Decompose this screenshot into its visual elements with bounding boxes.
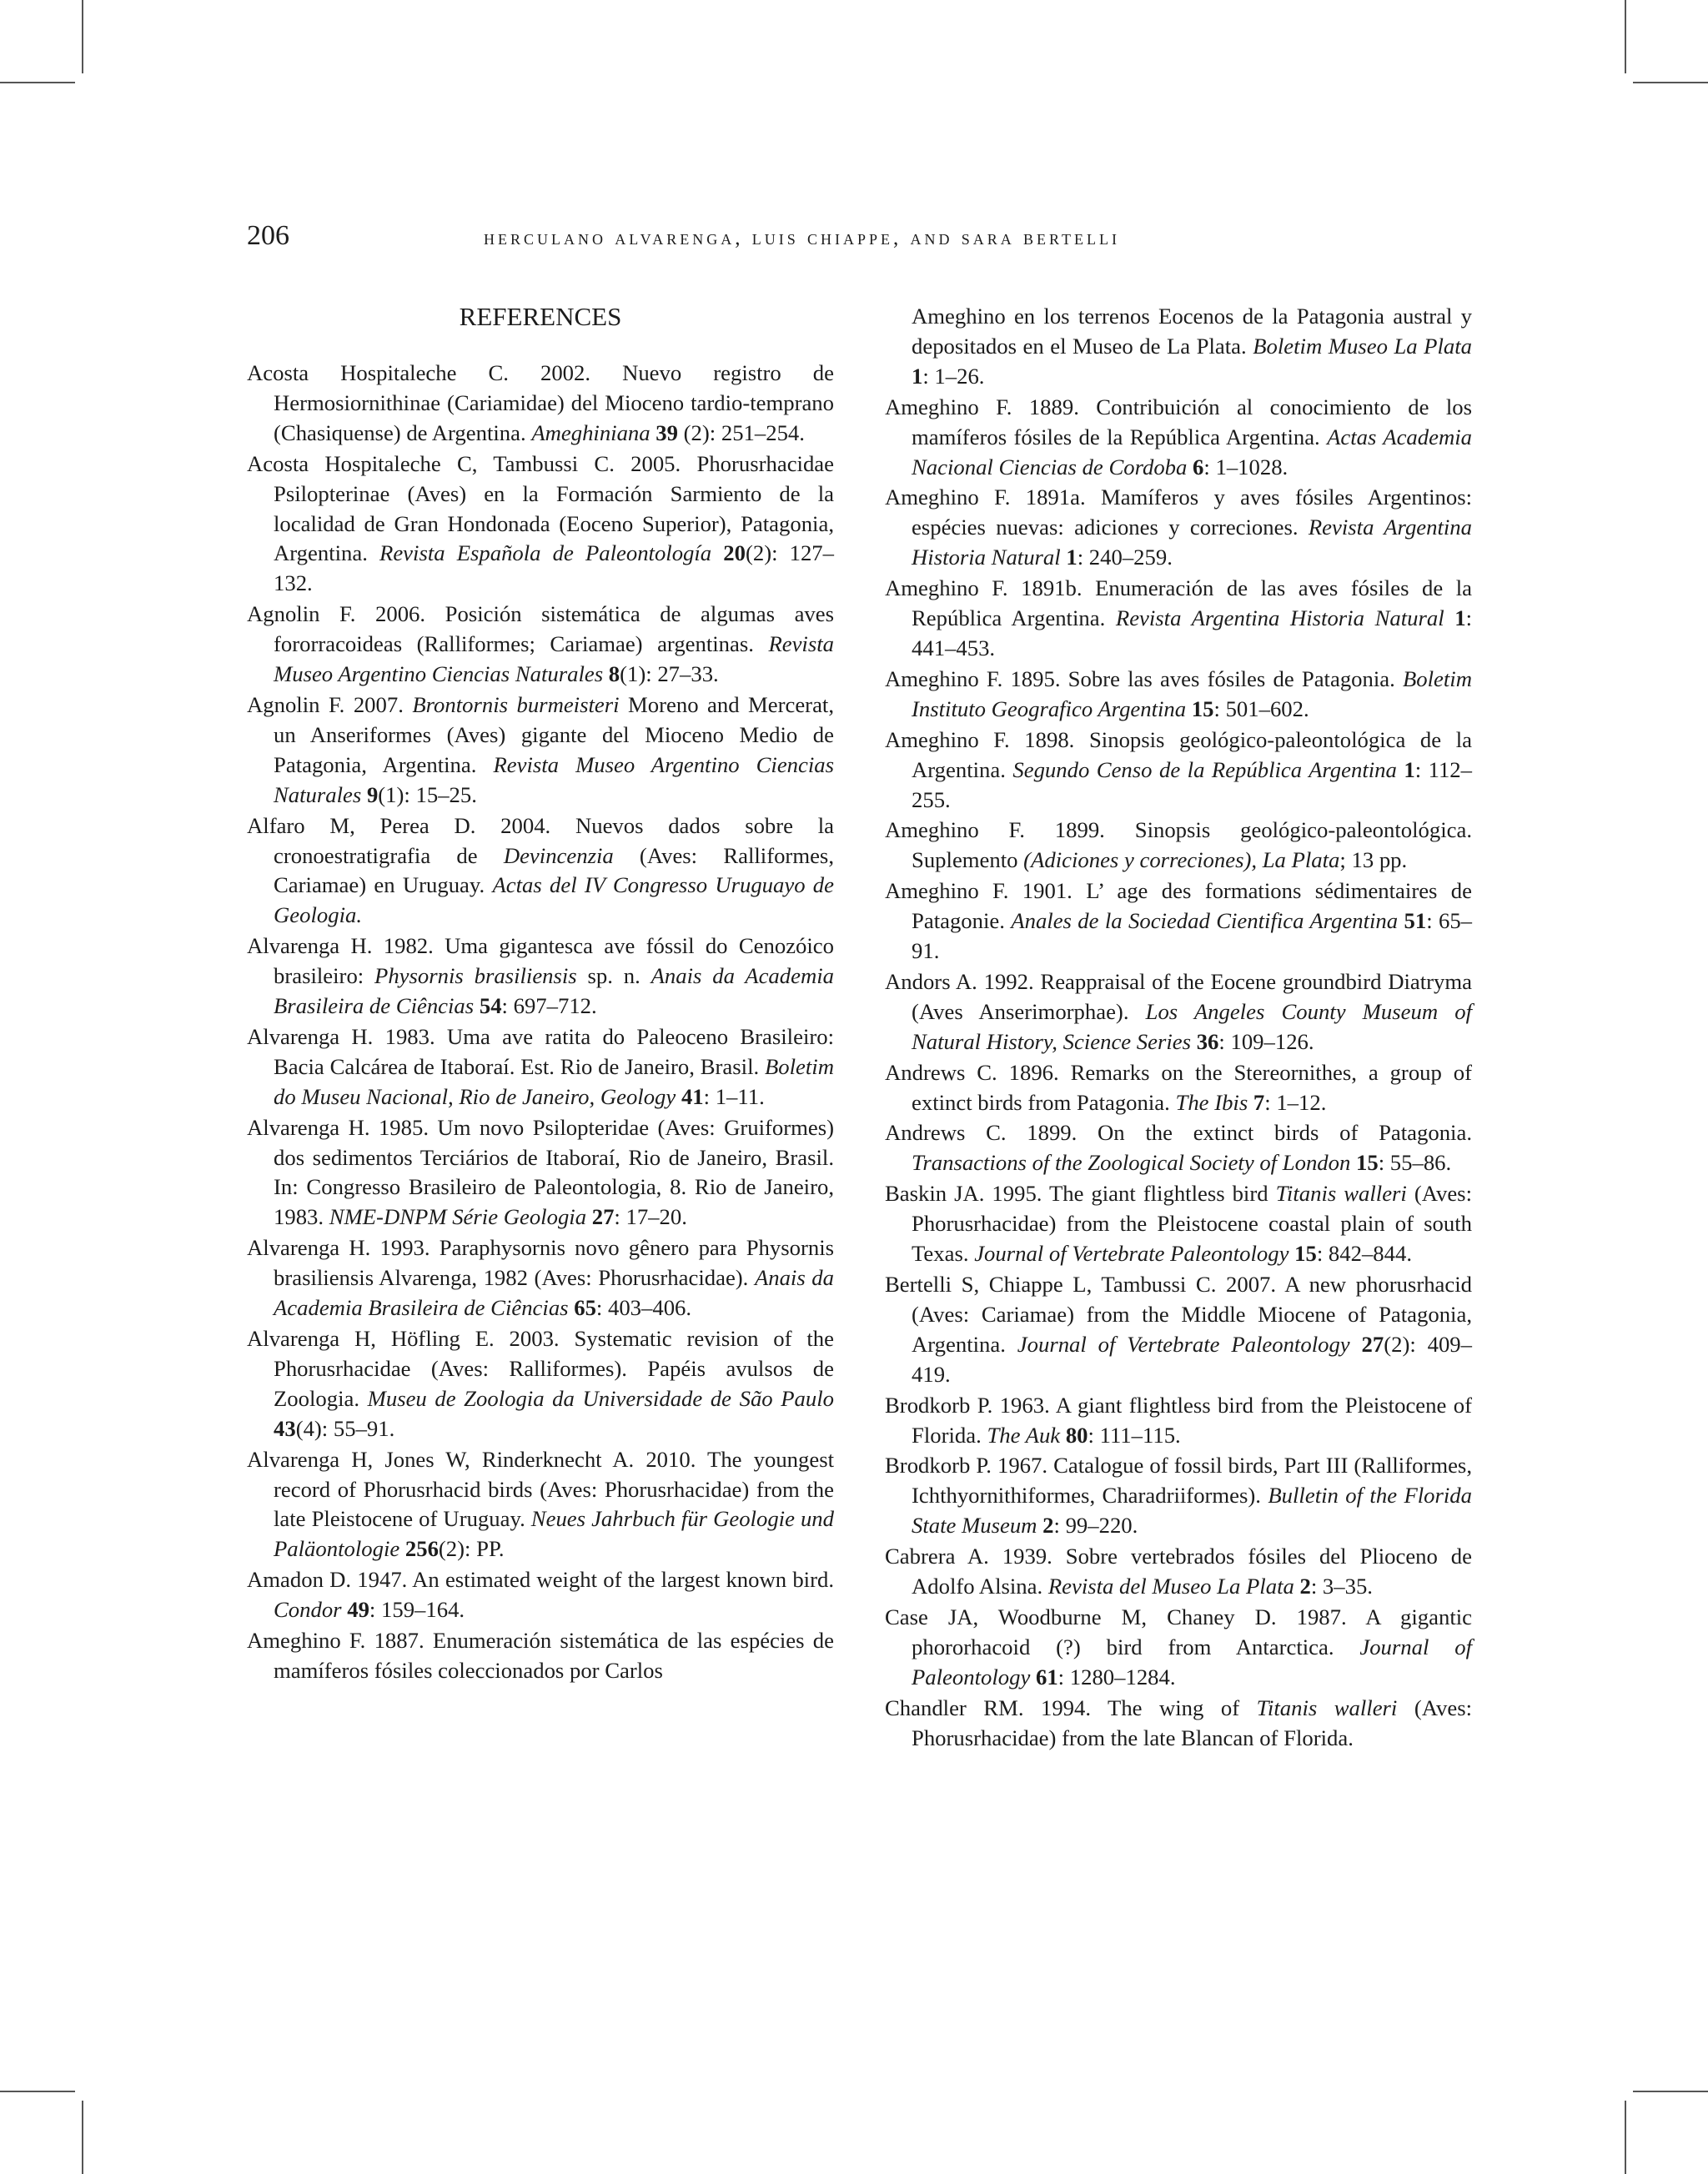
reference-entry: Alvarenga H. 1993. Paraphysornis novo gênero para Physornis brasiliensis Alvarenga, 1982 (Aves: Phorusrhacidae). Anais da Academia Brasileira de Ciências 65: 403–406.: [247, 1235, 834, 1321]
reference-entry: Alvarenga H, Jones W, Rinderknecht A. 2010. The youngest record of Phorusrhacid birds (Aves: Phorusrhacidae) from the late Pleistocene of Uruguay. Neues Jahrbuch für Geologie und Paläontologie 256(2): PP.: [247, 1446, 834, 1562]
reference-entry: Baskin JA. 1995. The giant flightless bird Titanis walleri (Aves: Phorusrhacidae) from the Pleistocene coastal plain of south Texas. Journal of Vertebrate Paleontology 15: 842–844.: [885, 1181, 1472, 1267]
reference-entry: Ameghino F. 1891a. Mamíferos y aves fósiles Argentinos: espécies nuevas: adiciones y correciones. Revista Argentina Historia Natural 1: 240–259.: [885, 485, 1472, 570]
section-heading: REFERENCES: [459, 302, 622, 331]
reference-list-right: [885, 393, 1472, 1754]
reference-entry: Acosta Hospitaleche C, Tambussi C. 2005. Phorusrhacidae Psilopterinae (Aves) en la Formación Sarmiento de la localidad de Gran Hondonada (Eoceno Superior), Patagonia, Argentina. Revista Española de Paleontología 20(2): 127–132.: [247, 450, 834, 596]
reference-entry: Andrews C. 1896. Remarks on the Stereornithes, a group of extinct birds from Patagonia. The Ibis 7: 1–12.: [885, 1059, 1472, 1115]
reference-continuation: [885, 302, 1472, 392]
reference-list-left: [247, 359, 834, 1686]
reference-entry: Agnolin F. 2006. Posición sistemática de algumas aves fororracoideas (Ralliformes; Cariamae) argentinas. Revista Museo Argentino Ciencias Naturales 8(1): 27–33.: [247, 601, 834, 687]
crop-mark: [0, 2091, 75, 2092]
reference-entry: Alfaro M, Perea D. 2004. Nuevos dados sobre la cronoestratigrafia de Devincenzia (Aves: Ralliformes, Cariamae) en Uruguay. Actas del IV Congresso Uruguayo de Geologia.: [247, 812, 835, 928]
reference-entry: Ameghino F. 1889. Contribuición al conocimiento de los mamíferos fósiles de la República Argentina. Actas Academia Nacional Ciencias de Cordoba 6: 1–1028.: [885, 394, 1472, 479]
references-right-column: [885, 302, 1472, 1755]
reference-entry: Agnolin F. 2007. Brontornis burmeisteri Moreno and Mercerat, un Anseriformes (Aves) gigante del Mioceno Medio de Patagonia, Argentina. Revista Museo Argentino Ciencias Naturales 9(1): 15–25.: [247, 691, 835, 807]
crop-mark: [1633, 2091, 1708, 2092]
reference-entry: Amadon D. 1947. An estimated weight of the largest known bird. Condor 49: 159–164.: [247, 1567, 834, 1623]
running-head: herculano alvarenga, luis chiappe, and sara bertelli: [484, 227, 1120, 249]
reference-entry: Alvarenga H. 1985. Um novo Psilopteridae (Aves: Gruiformes) dos sedimentos Terciários de Itaboraí, Rio de Janeiro, Brasil. In: Congresso Brasileiro de Paleontologia, 8. Rio de Janeiro, 1983. NME-DNPM Série Geologia 27: 17–20.: [247, 1114, 834, 1230]
crop-mark: [1625, 0, 1626, 73]
reference-entry: Ameghino F. 1895. Sobre las aves fósiles de Patagonia. Boletim Instituto Geografico Argentina 15: 501–602.: [885, 665, 1472, 721]
reference-entry: Cabrera A. 1939. Sobre vertebrados fósiles del Plioceno de Adolfo Alsina. Revista del Museo La Plata 2: 3–35.: [885, 1544, 1472, 1599]
reference-entry: Andors A. 1992. Reappraisal of the Eocene groundbird Diatryma (Aves Anserimorphae). Los Angeles County Museum of Natural History, Science Series 36: 109–126.: [885, 968, 1472, 1054]
references-left-column: [247, 302, 834, 1687]
reference-entry: Ameghino F. 1898. Sinopsis geológico-paleontológica de la Argentina. Segundo Censo de la República Argentina 1: 112–255.: [885, 726, 1472, 812]
reference-entry: Ameghino en los terrenos Eocenos de la Patagonia austral y depositados en el Museo de La Plata. Boletim Museo La Plata 1: 1–26.: [912, 304, 1472, 389]
crop-mark: [0, 82, 75, 83]
reference-entry: Alvarenga H. 1982. Uma gigantesca ave fóssil do Cenozóico brasileiro: Physornis brasiliensis sp. n. Anais da Academia Brasileira de Ciências 54: 697–712.: [247, 933, 834, 1019]
reference-entry: Ameghino F. 1891b. Enumeración de las aves fósiles de la República Argentina. Revista Argentina Historia Natural 1: 441–453.: [885, 575, 1473, 660]
reference-entry: Brodkorb P. 1963. A giant flightless bird from the Pleistocene of Florida. The Auk 80: 111–115.: [885, 1392, 1472, 1448]
reference-entry: Alvarenga H, Höfling E. 2003. Systematic revision of the Phorusrhacidae (Aves: Ralliformes). Papéis avulsos de Zoologia. Museu de Zoologia da Universidade de São Paulo 43(4): 55–91.: [247, 1326, 834, 1441]
reference-entry: Chandler RM. 1994. The wing of Titanis walleri (Aves: Phorusrhacidae) from the late Blancan of Florida.: [885, 1695, 1473, 1750]
reference-entry: Case JA, Woodburne M, Chaney D. 1987. A gigantic phororhacoid (?) bird from Antarctica. Journal of Paleontology 61: 1280–1284.: [885, 1604, 1472, 1689]
reference-entry: Bertelli S, Chiappe L, Tambussi C. 2007. A new phorusrhacid (Aves: Cariamae) from the Middle Miocene of Patagonia, Argentina. Journal of Vertebrate Paleontology 27(2): 409–419.: [885, 1272, 1472, 1387]
page-number: 206: [247, 220, 289, 251]
crop-mark: [82, 0, 83, 73]
reference-entry: Ameghino F. 1899. Sinopsis geológico-paleontológica. Suplemento (Adiciones y correciones), La Plata; 13 pp.: [885, 817, 1472, 873]
reference-entry: Alvarenga H. 1983. Uma ave ratita do Paleoceno Brasileiro: Bacia Calcárea de Itaboraí. Est. Rio de Janeiro, Brasil. Boletim do Museu Nacional, Rio de Janeiro, Geology 41: 1–11.: [247, 1023, 834, 1109]
reference-entry: Ameghino F. 1887. Enumeración sistemática de las espécies de mamíferos fósiles coleccionados por Carlos: [247, 1628, 834, 1683]
reference-entry: Brodkorb P. 1967. Catalogue of fossil birds, Part III (Ralliformes, Ichthyornithiformes, Charadriiformes). Bulletin of the Florida State Museum 2: 99–220.: [885, 1453, 1472, 1539]
reference-entry: Andrews C. 1899. On the extinct birds of Patagonia. Transactions of the Zoological Society of London 15: 55–86.: [885, 1120, 1472, 1176]
reference-entry: Ameghino F. 1901. L’ age des formations sédimentaires de Patagonie. Anales de la Sociedad Cientifica Argentina 51: 65–91.: [885, 878, 1473, 964]
crop-mark: [82, 2101, 83, 2174]
reference-entry: Acosta Hospitaleche C. 2002. Nuevo registro de Hermosiornithinae (Cariamidae) del Mioceno tardio-temprano (Chasiquense) de Argentina. Ameghiniana 39 (2): 251–254.: [247, 360, 834, 445]
crop-mark: [1625, 2101, 1626, 2174]
crop-mark: [1633, 82, 1708, 83]
